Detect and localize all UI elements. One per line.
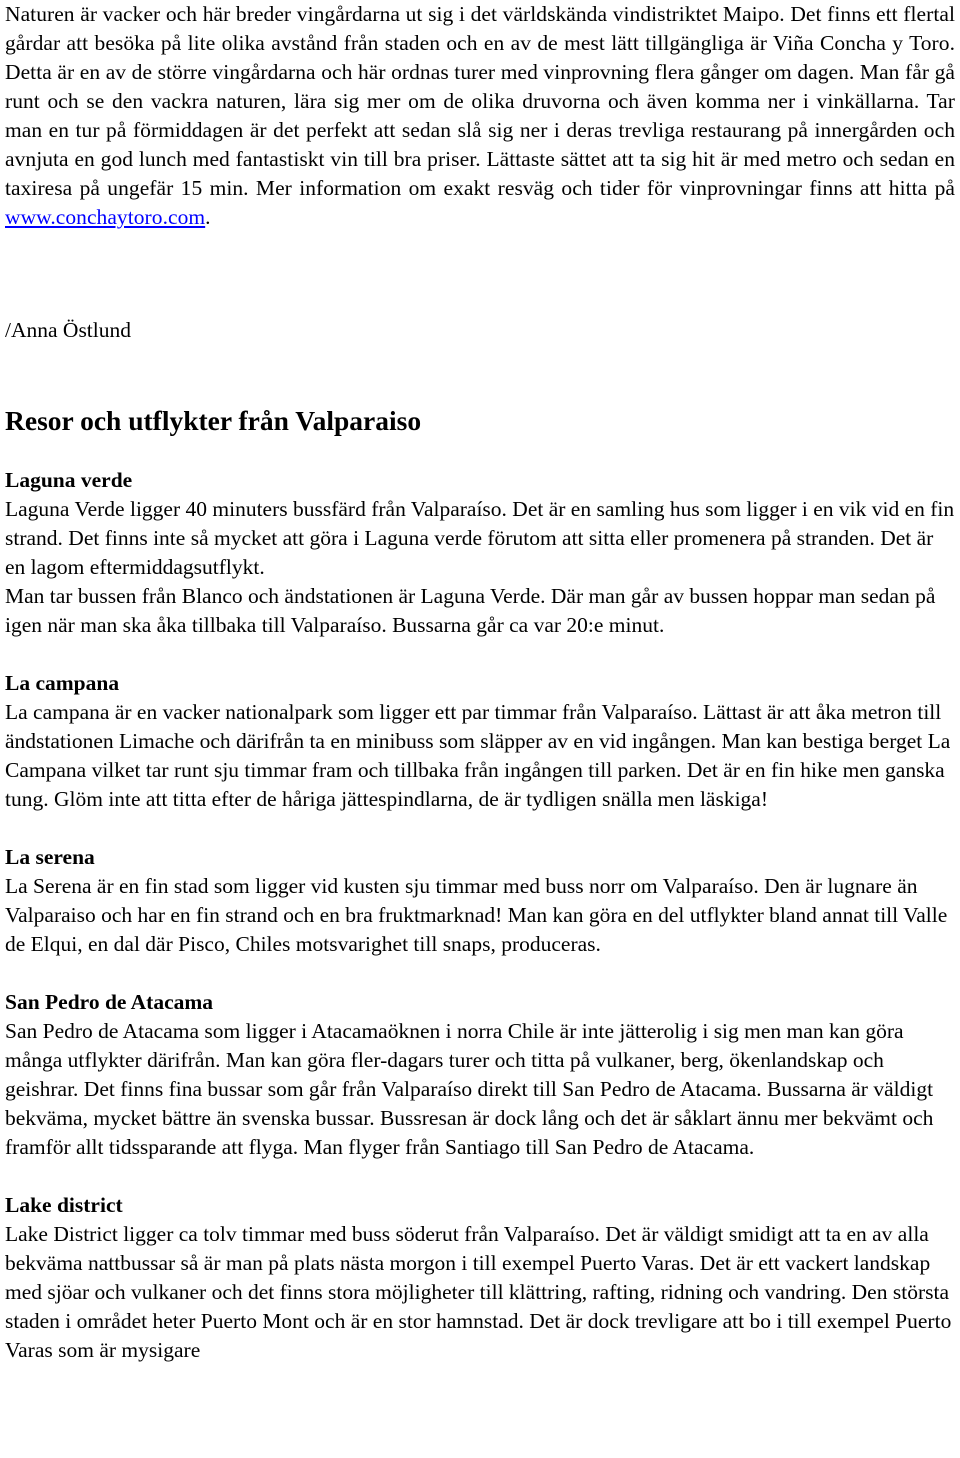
la-campana-paragraph: La campana är en vacker nationalpark som ligger ett par timmar från Valparaíso. Lättast är att åka metron till ändstationen Limache och därifrån ta en minibuss som släpper av en vid ingången. Man kan bestiga berget La Campana vilket tar runt sju timmar fram och tillbaka från ingången till parken. Det är en fin hike men ganska tung. Glöm inte att titta efter de håriga jättespindlarna, de är tydligen snälla men läskiga! — [5, 700, 951, 811]
san-pedro-paragraph: San Pedro de Atacama som ligger i Atacamaöknen i norra Chile är inte jätterolig i sig men man kan göra många utflykter därifrån. Man kan göra fler-dagars turer och titta på vulkaner, berg, ökenlandskap och geishrar. Det finns fina bussar som går från Valparaíso direkt till San Pedro de Atacama. Bussarna är väldigt bekväma, mycket bättre än svenska bussar. Bussresan är dock lång och det är såklart ännu mer bekvämt och framför allt tidssparande att flyga. Man flyger från Santiago till San Pedro de Atacama. — [5, 1019, 934, 1159]
spacer — [5, 1162, 955, 1191]
heading-laguna-verde: Laguna verde — [5, 468, 133, 492]
intro-period: . — [205, 205, 211, 229]
heading-lake-district: Lake district — [5, 1193, 123, 1217]
laguna-verde-paragraph-1: Laguna Verde ligger 40 minuters bussfärd från Valparaíso. Det är en samling hus som ligger i en vik vid en fin strand. Det finns inte så mycket att göra i Laguna verde förutom att sitta eller promenera på stranden. Det är en lagom eftermiddagsutflykt. — [5, 497, 955, 579]
lake-district-paragraph: Lake District ligger ca tolv timmar med buss söderut från Valparaíso. Det är väldigt smidigt att ta en av alla bekväma nattbussar så är man på plats nästa morgon i till exempel Puerto Varas. Det är ett vackert landskap med sjöar och vulkaner och det finns stora möjligheter till klättring, rafting, ridning och vandring. Den största staden i området heter Puerto Mont och är en stor hamnstad. Det är dock trevligare att bo i till exempel Puerto Varas som är mysigare — [5, 1222, 952, 1362]
intro-paragraph — [5, 0, 955, 232]
heading-la-serena: La serena — [5, 845, 95, 869]
document-page — [5, 0, 955, 1362]
conchaytoro-link[interactable]: www.conchaytoro.com — [5, 205, 206, 229]
excursions-list — [5, 466, 955, 1365]
heading-san-pedro: San Pedro de Atacama — [5, 990, 214, 1014]
intro-text: Naturen är vacker och här breder vingårdarna ut sig i det världskända vindistriktet Maipo. Det finns ett flertal gårdar att besöka på lite olika avstånd från staden och en av de mest lätt tillgängliga är Viña Concha y Toro. Detta är en av de större vingårdarna och här ordnas turer med vinprovning flera gånger om dagen. Man får gå runt och se den vackra naturen, lära sig mer om de olika druvorna och även komma ner i vinkällarna. Tar man en tur på förmiddagen är det perfekt att sedan slå sig ner i deras trevliga restaurang på innergården och avnjuta en god lunch med fantastiskt vin till bra priser. Lättaste sättet att ta sig hit är med metro och sedan en taxiresa på ungefär 15 min. Mer information om exakt resväg och tider för vinprovningar finns att hitta på — [5, 2, 955, 200]
spacer — [5, 959, 955, 988]
spacer — [5, 640, 955, 669]
section-title: Resor och utflykter från Valparaiso — [5, 405, 422, 436]
la-serena-paragraph: La Serena är en fin stad som ligger vid kusten sju timmar med buss norr om Valparaíso. Den är lugnare än Valparaiso och har en fin strand och en bra fruktmarknad! Man kan göra en del utflykter bland annat till Valle de Elqui, en dal där Pisco, Chiles motsvarighet till snaps, produceras. — [5, 874, 948, 956]
author-signature: /Anna Östlund — [5, 318, 132, 342]
laguna-verde-paragraph-2: Man tar bussen från Blanco och ändstationen är Laguna Verde. Där man går av bussen hoppar man sedan på igen när man ska åka tillbaka till Valparaíso. Bussarna går ca var 20:e minut. — [5, 584, 936, 637]
spacer — [5, 814, 955, 843]
heading-la-campana: La campana — [5, 671, 120, 695]
